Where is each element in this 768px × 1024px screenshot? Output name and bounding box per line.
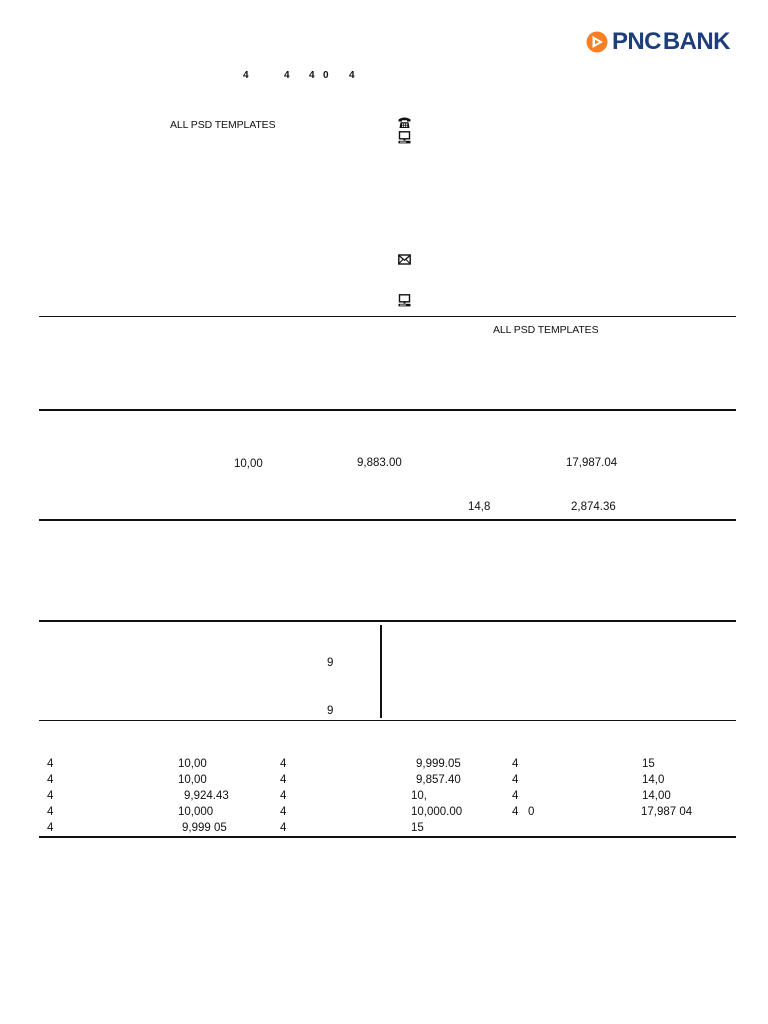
ledger-cell: 4 bbox=[512, 758, 519, 770]
header-digit: 4 bbox=[243, 70, 249, 81]
ledger-cell: 14,0 bbox=[642, 774, 665, 786]
ledger-cell: 4 bbox=[512, 790, 519, 802]
header-digit: 4 bbox=[349, 70, 355, 81]
section-label: ALL PSD TEMPLATES bbox=[493, 324, 599, 336]
summary-amount: 2,874.36 bbox=[571, 501, 616, 513]
ledger-cell: 4 bbox=[280, 774, 287, 786]
section-divider bbox=[39, 836, 736, 838]
vertical-divider bbox=[380, 625, 382, 718]
ledger-row bbox=[0, 757, 768, 771]
ledger-cell: 15 bbox=[642, 758, 655, 770]
ledger-cell: 4 bbox=[280, 806, 287, 818]
ledger-row bbox=[0, 805, 768, 819]
ledger-row bbox=[0, 789, 768, 803]
ledger-cell: 9,999 05 bbox=[182, 822, 227, 834]
computer-icon bbox=[398, 131, 411, 144]
ledger-cell: 4 bbox=[512, 774, 519, 786]
ledger-cell: 15 bbox=[411, 822, 424, 834]
ledger-cell: 4 bbox=[47, 790, 54, 802]
bank-logo-text bbox=[612, 30, 730, 54]
ledger-cell: 9,857.40 bbox=[416, 774, 461, 786]
summary-amount: 9,883.00 bbox=[357, 457, 402, 469]
ledger-cell: 4 bbox=[47, 806, 54, 818]
ledger-cell: 4 bbox=[280, 758, 287, 770]
contact-label: ALL PSD TEMPLATES bbox=[170, 119, 276, 131]
ledger-row bbox=[0, 773, 768, 787]
ledger-cell: 9,924.43 bbox=[184, 790, 229, 802]
ledger-cell: 4 bbox=[47, 758, 54, 770]
ledger-cell: 10,00 bbox=[178, 774, 207, 786]
summary-amount: 14,8 bbox=[468, 501, 491, 513]
split-value: 9 bbox=[327, 657, 334, 669]
ledger-row bbox=[0, 821, 768, 835]
header-digit: 4 bbox=[309, 70, 315, 81]
pnc-logo-icon bbox=[586, 31, 608, 53]
section-divider bbox=[39, 620, 736, 622]
section-divider bbox=[39, 720, 736, 721]
section-divider bbox=[39, 316, 736, 317]
summary-amount: 10,00 bbox=[234, 458, 263, 470]
ledger-cell: 10,000 bbox=[178, 806, 214, 818]
logo-text-bank: BANK bbox=[662, 28, 730, 55]
phone-icon bbox=[398, 116, 411, 129]
header-digit: 0 bbox=[323, 70, 329, 81]
ledger-cell: 4 bbox=[47, 774, 54, 786]
section-divider bbox=[39, 409, 736, 411]
summary-amount: 17,987.04 bbox=[566, 457, 618, 469]
ledger-cell: 4 bbox=[280, 822, 287, 834]
ledger-cell: 10,00 bbox=[178, 758, 207, 770]
ledger-cell: 4 bbox=[47, 822, 54, 834]
ledger-cell: 10,000.00 bbox=[411, 806, 463, 818]
section-divider bbox=[39, 519, 736, 521]
header-digit: 4 bbox=[284, 70, 290, 81]
ledger-cell: 4 0 bbox=[512, 806, 535, 818]
logo-text-pnc: PNC bbox=[612, 28, 661, 55]
envelope-icon bbox=[398, 253, 411, 266]
ledger-cell: 14,00 bbox=[642, 790, 671, 802]
computer-icon bbox=[398, 294, 411, 307]
split-value: 9 bbox=[327, 705, 334, 717]
ledger-cell: 9,999.05 bbox=[416, 758, 461, 770]
ledger-cell: 4 bbox=[280, 790, 287, 802]
ledger-cell: 17,987 04 bbox=[641, 806, 693, 818]
ledger-cell: 10, bbox=[411, 790, 427, 802]
